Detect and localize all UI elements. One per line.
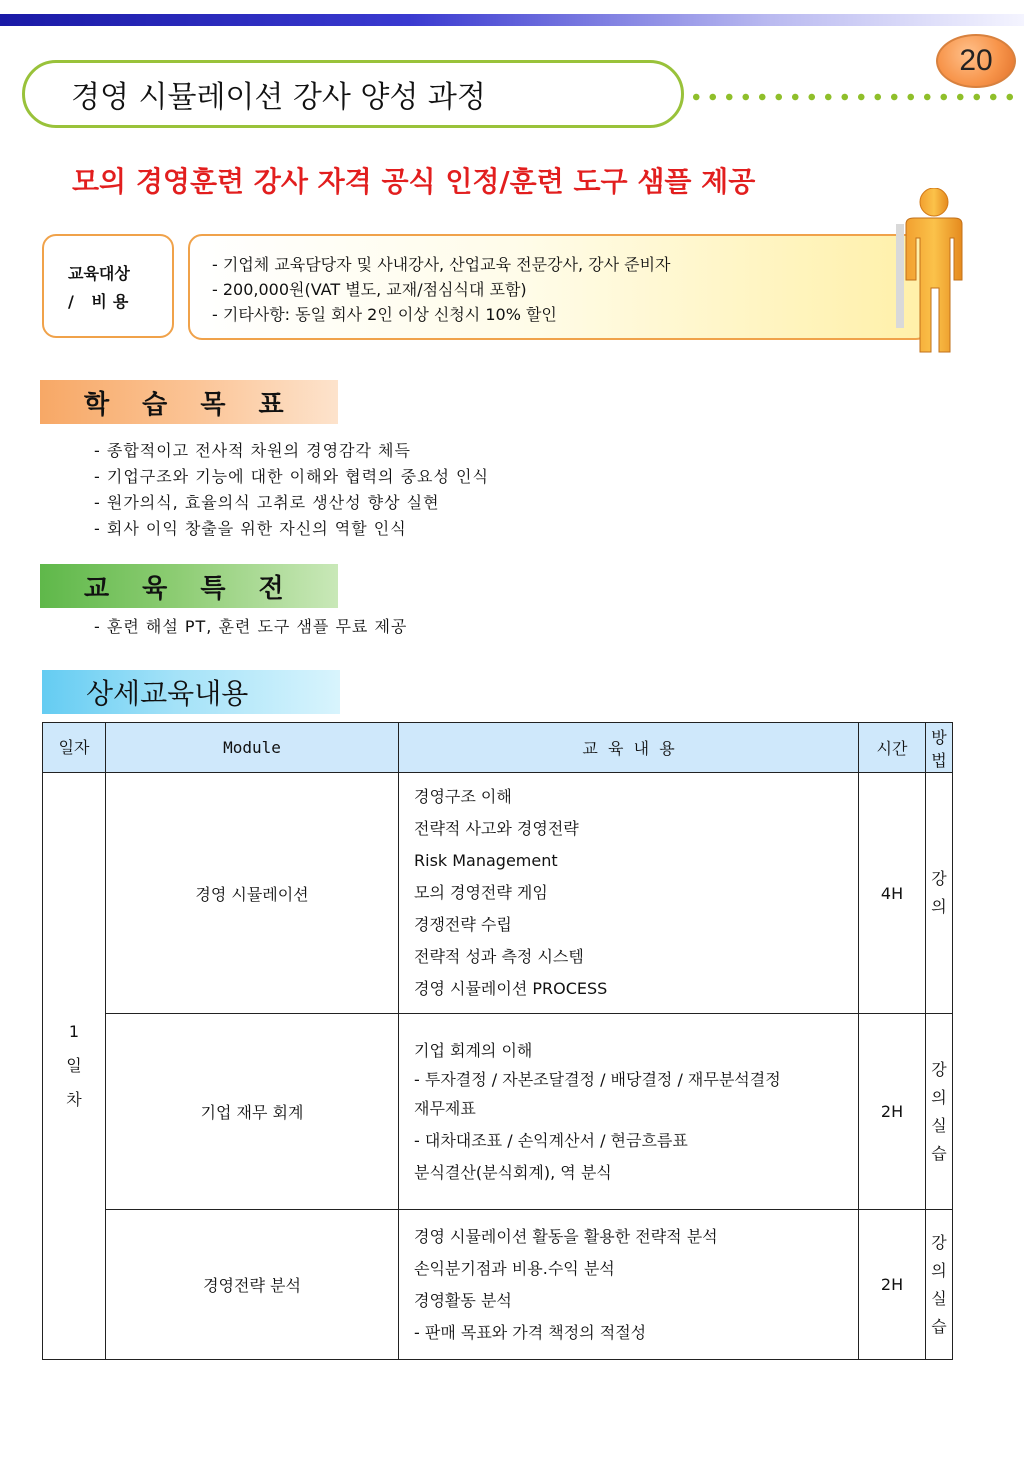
learning-goals-list [94,438,489,542]
learning-goals-heading: 학 습 목 표 [40,380,338,424]
time-cell: 2H [859,1014,926,1210]
list-item: - 종합적이고 전사적 차원의 경영감각 체득 [94,441,411,460]
day-char: 1 [68,1022,80,1041]
method-line: 실습 [931,1288,947,1336]
header-method: 방법 [926,723,953,773]
content-line: 경영구조 이해 [414,787,512,806]
method-cell [926,1210,953,1360]
table-row [43,1014,953,1210]
content-line: 기업 회계의 이해 [414,1040,533,1060]
content-line: 경영 시뮬레이션 활동을 활용한 전략적 분석 [414,1226,718,1246]
content-line: 손익분기점과 비용.수익 분석 [414,1258,615,1278]
target-label-line1: 교육대상 [68,264,130,283]
content-line: 전략적 사고와 경영전략 [414,819,579,838]
content-line: Risk Management [414,851,558,870]
dotted-line-decoration [688,92,1018,102]
special-benefits-heading: 교 육 특 전 [40,564,338,608]
day-char: 차 [66,1090,82,1109]
header-day: 일자 [43,723,106,773]
content-line: 경쟁전략 수립 [414,915,512,934]
content-cell [399,1014,859,1210]
header-time: 시간 [859,723,926,773]
list-item: - 원가의식, 효율의식 고취로 생산성 향상 실현 [94,493,440,512]
content-cell [399,773,859,1014]
content-cell [399,1210,859,1360]
target-label-box [42,234,174,338]
table-header-row [43,723,953,773]
detail-heading: 상세교육내용 [42,670,340,714]
target-line: - 기업체 교육담당자 및 사내강사, 산업교육 전문강사, 강사 준비자 [212,255,671,274]
page-number: 20 [959,44,993,77]
content-line: - 투자결정 / 자본조달결정 / 배당결정 / 재무분석결정 [414,1069,781,1089]
time-cell: 2H [859,1210,926,1360]
method-line: 강의 [931,1059,947,1107]
list-item: - 기업구조와 기능에 대한 이해와 협력의 중요성 인식 [94,467,489,486]
subtitle: 모의 경영훈련 강사 자격 공식 인정/훈련 도구 샘플 제공 [72,165,756,198]
day-cell [43,773,106,1360]
target-line: - 200,000원(VAT 별도, 교재/점심식대 포함) [212,280,527,299]
module-cell: 경영 시뮬레이션 [106,773,399,1014]
content-line: 전략적 성과 측정 시스템 [414,947,584,966]
detail-table [42,722,953,1360]
module-cell: 기업 재무 회계 [106,1014,399,1210]
method-line: 강의 [931,1232,947,1280]
target-label-line2: / 비용 [68,292,135,311]
header-module: Module [106,723,399,773]
module-cell: 경영전략 분석 [106,1210,399,1360]
table-row [43,773,953,1014]
content-line: 모의 경영전략 게임 [414,883,548,902]
content-line: 분식결산(분식회계), 역 분식 [414,1162,612,1182]
special-benefits-list [94,614,407,640]
target-info-box [188,234,930,340]
content-line: 경영 시뮬레이션 PROCESS [414,979,608,998]
page-title: 경영 시뮬레이션 강사 양성 과정 [71,80,486,115]
top-gradient-bar [0,14,1024,26]
method-cell [926,773,953,1014]
header-content: 교 육 내 용 [399,723,859,773]
page-number-badge [936,34,1016,88]
content-line: - 판매 목표와 가격 책정의 적절성 [414,1322,647,1342]
method-line: 강의 [931,869,947,916]
list-item: - 훈련 해설 PT, 훈련 도구 샘플 무료 제공 [94,617,408,636]
person-icon [890,188,970,360]
title-box [22,60,684,128]
method-cell [926,1014,953,1210]
content-line: 경영활동 분석 [414,1290,512,1310]
target-line: - 기타사항: 동일 회사 2인 이상 신청시 10% 할인 [212,305,557,324]
day-char: 일 [66,1056,82,1075]
method-line: 실습 [931,1115,947,1163]
content-line: - 대차대조표 / 손익계산서 / 현금흐름표 [414,1130,688,1150]
content-line: 재무제표 [414,1098,476,1118]
time-cell: 4H [859,773,926,1014]
table-row [43,1210,953,1360]
list-item: - 회사 이익 창출을 위한 자신의 역할 인식 [94,519,407,538]
